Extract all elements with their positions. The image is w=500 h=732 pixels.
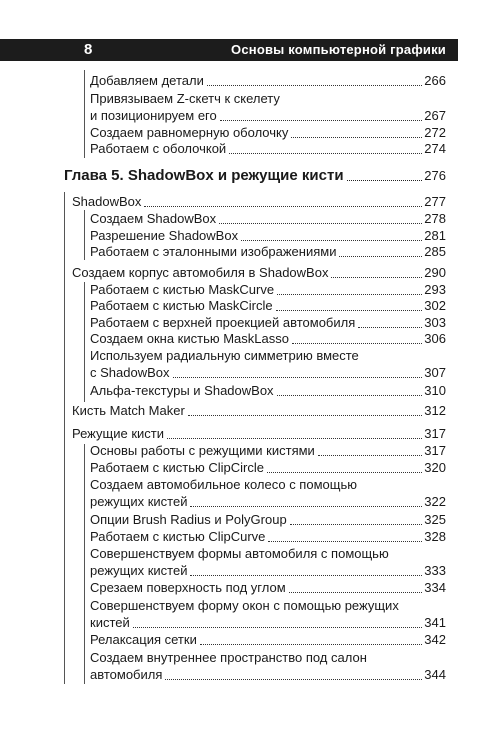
toc-leader-dots (167, 437, 422, 439)
toc-leader-dots (229, 152, 422, 154)
toc-entry-title: Создаем равномерную оболочку (90, 125, 289, 140)
toc-entry-title: Срезаем поверхность под углом (90, 580, 286, 595)
toc-entry-page: 310 (424, 383, 446, 398)
toc-entry-page: 281 (424, 228, 446, 243)
toc-entry-page: 320 (424, 460, 446, 475)
toc-entry-title: Работаем с кистью MaskCurve (90, 282, 275, 297)
toc-entry[interactable] (90, 529, 446, 545)
toc-entry-title: Создаем окна кистью MaskLasso (90, 331, 289, 346)
toc-entry[interactable] (90, 315, 446, 331)
toc-entry[interactable] (90, 667, 446, 683)
toc-entry-title: Работаем с кистью MaskCircle (90, 298, 273, 313)
toc-entry-page: 317 (424, 426, 446, 441)
toc-entry[interactable] (90, 632, 446, 648)
toc-entry-page: 342 (424, 632, 446, 647)
toc-entry[interactable] (90, 460, 446, 476)
toc-entry[interactable] (90, 73, 446, 89)
toc-entry-page: 325 (424, 512, 446, 527)
toc-entry-page: 306 (424, 331, 446, 346)
toc-entry-title: Режущие кисти (72, 426, 164, 441)
toc-section[interactable] (72, 265, 446, 281)
toc-leader-dots (144, 205, 422, 207)
toc-leader-dots (268, 540, 422, 542)
toc-entry-page: 293 (424, 282, 446, 297)
toc-entry-title: Основы работы с режущими кистями (90, 443, 315, 458)
toc-entry-page: 277 (424, 194, 446, 209)
toc-entry-page: 312 (424, 403, 446, 418)
toc-entry-page: 307 (424, 365, 446, 380)
toc-entry-title: ShadowBox (72, 194, 142, 209)
toc-leader-dots (276, 309, 423, 311)
toc-leader-dots (241, 239, 422, 241)
toc-entry[interactable] (90, 615, 446, 631)
toc-entry-title: Создаем внутреннее пространство под салон (90, 650, 367, 665)
toc-chapter-title: Глава 5. ShadowBox и режущие кисти (64, 167, 344, 184)
running-title: Основы компьютерной графики (231, 42, 446, 57)
toc-section[interactable] (72, 194, 446, 210)
toc-entry-page: 285 (424, 244, 446, 259)
toc-entry-title: Работаем с эталонными изображениями (90, 244, 337, 259)
running-header (0, 39, 458, 61)
toc-leader-dots (339, 255, 422, 257)
toc-indent-bar (84, 70, 85, 158)
toc-leader-dots (277, 394, 423, 396)
toc-entry-title: Совершенствуем форму окон с помощью режущих (90, 598, 399, 613)
toc-entry-title-cont: автомобиля (90, 667, 163, 682)
toc-entry-page: 274 (424, 141, 446, 156)
toc-entry-title: Альфа-текстуры и ShadowBox (90, 383, 274, 398)
toc-entry-title: Релаксация сетки (90, 632, 197, 647)
toc-leader-dots (289, 591, 423, 593)
toc-entry-title: Привязываем Z-скетч к скелету (90, 91, 280, 106)
toc-leader-dots (318, 454, 422, 456)
toc-entry-title: Используем радиальную симметрию вместе (90, 348, 359, 363)
toc-entry-page: 266 (424, 73, 446, 88)
toc-entry-title: Работаем с оболочкой (90, 141, 227, 156)
toc-entry-title-cont: с ShadowBox (90, 365, 170, 380)
toc-entry-title: Разрешение ShadowBox (90, 228, 239, 243)
toc-entry-page: 317 (424, 443, 446, 458)
toc-entry-title: Создаем автомобильное колесо с помощью (90, 477, 357, 492)
page-number: 8 (84, 41, 93, 58)
toc-leader-dots (173, 376, 423, 378)
toc-entry-title: Кисть Match Maker (72, 403, 185, 418)
toc-entry[interactable] (90, 125, 446, 141)
toc-entry-title: Добавляем детали (90, 73, 204, 88)
toc-leader-dots (190, 505, 422, 507)
toc-entry-title-cont: режущих кистей (90, 563, 188, 578)
toc-entry-page: 276 (424, 168, 446, 183)
toc-entry[interactable] (90, 365, 446, 381)
toc-entry-title-cont: кистей (90, 615, 130, 630)
toc-entry-title: Опции Brush Radius и PolyGroup (90, 512, 287, 527)
toc-entry-page: 341 (424, 615, 446, 630)
toc-entry-page: 272 (424, 125, 446, 140)
toc-entry[interactable] (90, 228, 446, 244)
toc-entry[interactable] (90, 580, 446, 596)
toc-leader-dots (358, 326, 422, 328)
toc-entry[interactable] (90, 108, 446, 124)
toc-entry-title-cont: режущих кистей (90, 494, 188, 509)
toc-entry[interactable] (90, 512, 446, 528)
toc-indent-bar (84, 444, 85, 684)
toc-entry-title: Совершенствуем формы автомобиля с помощью (90, 546, 389, 561)
toc-section[interactable] (72, 426, 446, 442)
toc-leader-dots (267, 471, 422, 473)
toc-entry[interactable] (90, 211, 446, 227)
toc-leader-dots (290, 523, 423, 525)
toc-entry-page: 303 (424, 315, 446, 330)
toc-entry[interactable] (90, 494, 446, 510)
toc-entry-title: Создаем ShadowBox (90, 211, 217, 226)
toc-leader-dots (220, 119, 423, 121)
toc-leader-dots (165, 678, 422, 680)
toc-leader-dots (331, 276, 422, 278)
toc-entry-title: Создаем корпус автомобиля в ShadowBox (72, 265, 329, 280)
toc-leader-dots (291, 136, 422, 138)
toc-leader-dots (207, 84, 422, 86)
toc-entry-page: 344 (424, 667, 446, 682)
toc-indent-bar (64, 192, 65, 684)
toc-indent-bar (84, 282, 85, 402)
toc-entry-page: 278 (424, 211, 446, 226)
toc-entry-page: 328 (424, 529, 446, 544)
toc-entry[interactable] (90, 563, 446, 579)
toc-entry[interactable] (90, 141, 446, 157)
toc-entry-page: 267 (424, 108, 446, 123)
toc-entry[interactable] (90, 244, 446, 260)
toc-entry[interactable] (90, 383, 446, 399)
toc-leader-dots (277, 293, 422, 295)
toc-leader-dots (292, 342, 422, 344)
toc-entry[interactable] (90, 443, 446, 459)
toc-leader-dots (219, 222, 422, 224)
toc-entry-page: 302 (424, 298, 446, 313)
toc-chapter[interactable] (64, 168, 446, 184)
toc-entry[interactable] (90, 298, 446, 314)
toc-section[interactable] (72, 403, 446, 419)
toc-entry-page: 333 (424, 563, 446, 578)
toc-entry-page: 322 (424, 494, 446, 509)
toc-entry-page: 334 (424, 580, 446, 595)
toc-entry-page: 290 (424, 265, 446, 280)
toc-leader-dots (347, 179, 423, 181)
toc-leader-dots (200, 643, 422, 645)
toc-leader-dots (190, 574, 422, 576)
toc-leader-dots (188, 414, 422, 416)
toc-entry-title-cont: и позиционируем его (90, 108, 217, 123)
toc-entry-title: Работаем с кистью ClipCircle (90, 460, 264, 475)
toc-leader-dots (133, 626, 423, 628)
toc-entry[interactable] (90, 331, 446, 347)
toc-indent-bar (84, 210, 85, 260)
toc-entry-title: Работаем с кистью ClipCurve (90, 529, 266, 544)
toc-entry-title: Работаем с верхней проекцией автомобиля (90, 315, 356, 330)
toc-entry[interactable] (90, 282, 446, 298)
